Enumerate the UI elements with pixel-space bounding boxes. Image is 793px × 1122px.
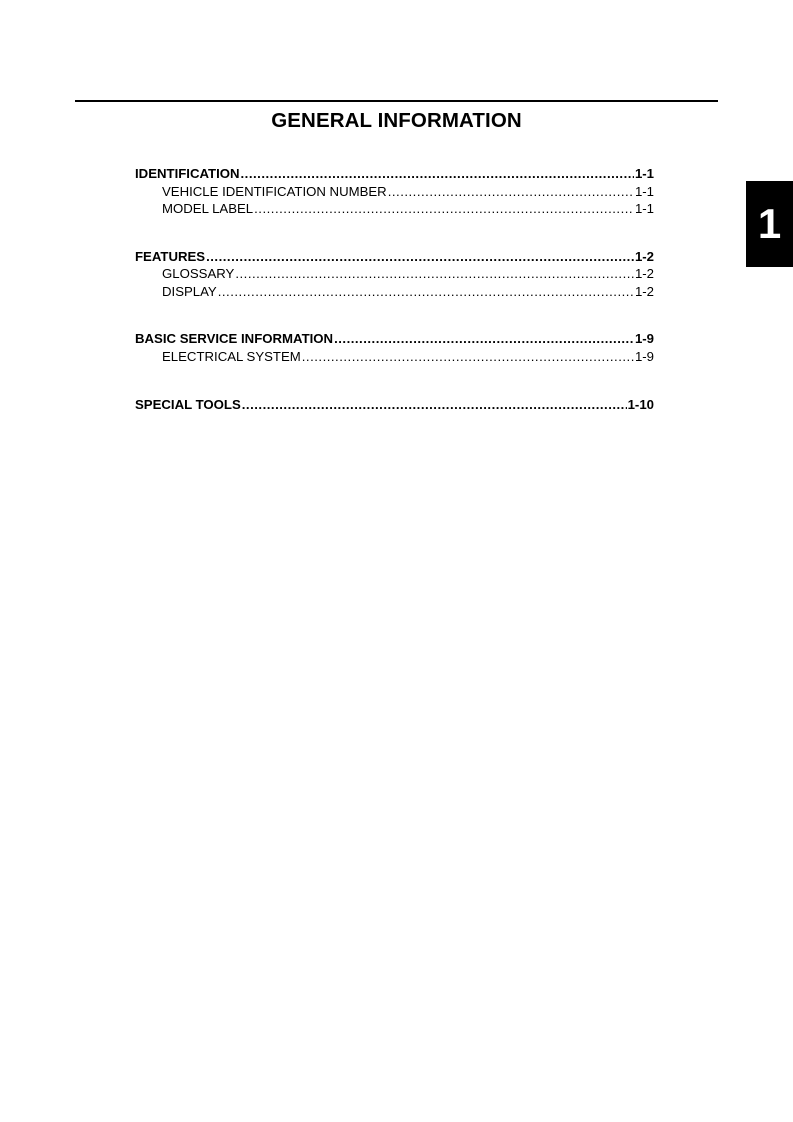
- header-rule: [75, 100, 718, 102]
- toc-entry-model-label[interactable]: [135, 200, 654, 218]
- toc-entry-page: 1-1: [634, 166, 654, 181]
- toc-leader-dots: [334, 330, 634, 348]
- toc-entry-features[interactable]: [135, 248, 654, 266]
- toc-entry-label: IDENTIFICATION: [135, 166, 240, 181]
- toc-entry-page: 1-10: [627, 397, 654, 412]
- toc-entry-label: ELECTRICAL SYSTEM: [162, 348, 301, 364]
- toc-entry-vehicle-identification-number[interactable]: [135, 183, 654, 201]
- toc-section-basic-service-information: [135, 330, 654, 365]
- toc-entry-label: GLOSSARY: [162, 266, 235, 281]
- toc-entry-label: SPECIAL TOOLS: [135, 397, 241, 412]
- toc-leader-dots: [388, 183, 634, 201]
- toc-entry-page: 1-2: [634, 283, 654, 299]
- toc-entry-label: MODEL LABEL: [162, 201, 254, 216]
- toc-entry-label: VEHICLE IDENTIFICATION NUMBER: [162, 183, 387, 199]
- toc-entry-page: 1-9: [634, 348, 654, 364]
- toc-entry-page: 1-2: [634, 266, 654, 281]
- toc-entry-identification[interactable]: [135, 165, 654, 183]
- toc-leader-dots: [235, 265, 634, 283]
- toc-entry-label: FEATURES: [135, 248, 206, 264]
- toc-leader-dots: [218, 283, 634, 301]
- toc-leader-dots: [241, 165, 634, 183]
- toc-entry-label: BASIC SERVICE INFORMATION: [135, 331, 334, 346]
- toc-entry-basic-service-information[interactable]: [135, 330, 654, 348]
- toc-entry-page: 1-1: [634, 183, 654, 199]
- toc-section-features: [135, 248, 654, 301]
- chapter-tab: 1: [746, 181, 793, 267]
- toc-section-special-tools: [135, 396, 654, 414]
- toc-entry-page: 1-1: [634, 201, 654, 216]
- toc-leader-dots: [242, 396, 627, 414]
- toc-section-identification: [135, 165, 654, 218]
- toc-leader-dots: [206, 248, 634, 266]
- toc-entry-glossary[interactable]: [135, 265, 654, 283]
- toc-leader-dots: [302, 348, 634, 366]
- page-title: GENERAL INFORMATION: [271, 109, 522, 132]
- toc-entry-electrical-system[interactable]: [135, 348, 654, 366]
- toc-entry-page: 1-2: [634, 248, 654, 264]
- toc-entry-label: DISPLAY: [162, 283, 217, 299]
- table-of-contents: [135, 165, 654, 444]
- toc-entry-display[interactable]: [135, 283, 654, 301]
- toc-leader-dots: [254, 200, 634, 218]
- toc-entry-page: 1-9: [634, 331, 654, 346]
- toc-entry-special-tools[interactable]: [135, 396, 654, 414]
